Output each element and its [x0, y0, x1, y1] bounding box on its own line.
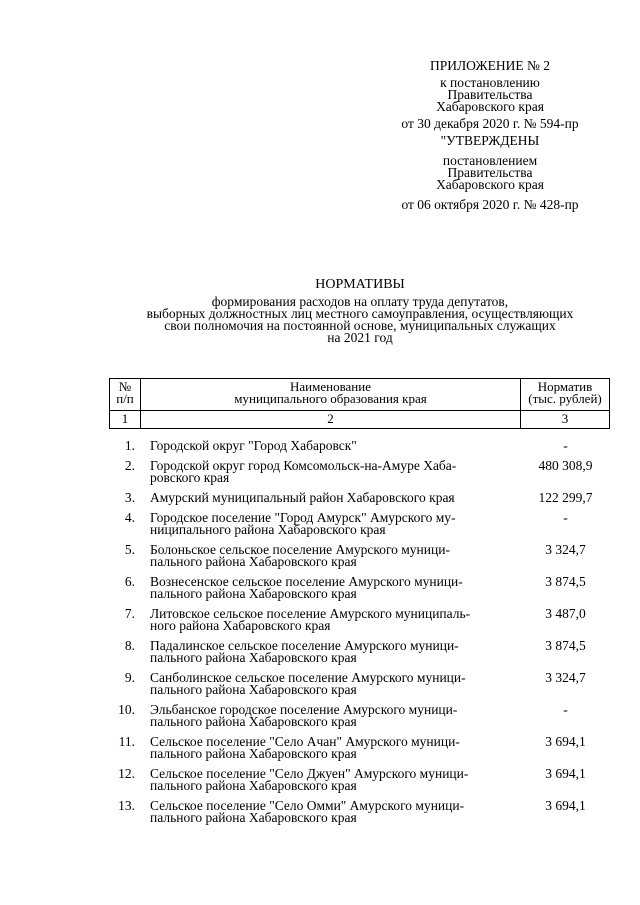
row-name — [150, 608, 520, 632]
row-name-line: Сельское поселение "Село Омми" Амурского муници- — [150, 798, 465, 813]
header-value-cell — [521, 379, 610, 411]
document-subtitle-line: формирования расходов на оплату труда депутатов, — [211, 294, 509, 309]
approved-line: постановлением — [442, 153, 538, 168]
row-name — [150, 544, 520, 568]
header-text: Наименование — [290, 379, 371, 394]
header-text: № — [118, 379, 132, 394]
row-name-line: Литовское сельское поселение Амурского муниципаль- — [150, 606, 471, 621]
row-name-line: пального района Хабаровского края — [150, 810, 357, 825]
row-number: 11. — [118, 734, 135, 749]
row-name-line: ного района Хабаровского края — [150, 618, 331, 633]
row-name — [150, 736, 520, 760]
row-number: 2. — [124, 458, 135, 473]
row-name-line: пального района Хабаровского края — [150, 682, 357, 697]
row-name — [150, 492, 520, 504]
row-name-line: ровского края — [150, 470, 230, 485]
header-text: п/п — [116, 391, 134, 406]
row-number: 9. — [124, 670, 135, 685]
row-name-line: Городской округ "Город Хабаровск" — [150, 438, 357, 453]
appendix-line: Хабаровского края — [436, 99, 544, 114]
row-number: 6. — [124, 574, 135, 589]
row-value: 480 308,9 — [538, 458, 593, 473]
row-number: 7. — [124, 606, 135, 621]
appendix-line: Правительства — [447, 87, 533, 102]
appendix-title: ПРИЛОЖЕНИЕ № 2 — [429, 58, 551, 73]
table-header — [109, 378, 610, 429]
row-value: 3 694,1 — [545, 734, 586, 749]
row-number: 8. — [124, 638, 135, 653]
row-value: - — [563, 510, 568, 525]
row-number: 13. — [118, 798, 135, 813]
appendix-line: к постановлению — [440, 75, 540, 90]
row-number: 12. — [118, 766, 135, 781]
row-value: 3 694,1 — [545, 766, 586, 781]
row-value: 3 874,5 — [545, 574, 586, 589]
row-name-line: Городское поселение "Город Амурск" Амурского му- — [150, 510, 456, 525]
row-name — [150, 460, 520, 484]
row-value: - — [563, 702, 568, 717]
header-text: муниципального образования края — [234, 391, 427, 406]
row-name-line: пального района Хабаровского края — [150, 650, 357, 665]
row-value: 3 694,1 — [545, 798, 586, 813]
row-name-line: пального района Хабаровского края — [150, 778, 357, 793]
row-name — [150, 704, 520, 728]
row-value: 122 299,7 — [538, 490, 593, 505]
row-name-line: пального района Хабаровского края — [150, 554, 357, 569]
row-name-line: Санболинское сельское поселение Амурского муници- — [150, 670, 466, 685]
column-number: 3 — [521, 411, 610, 429]
column-number: 2 — [141, 411, 521, 429]
row-number: 10. — [118, 702, 135, 717]
row-name-line: Болоньское сельское поселение Амурского муници- — [150, 542, 450, 557]
row-name-line: пального района Хабаровского края — [150, 586, 357, 601]
row-name-line: ниципального района Хабаровского края — [150, 522, 386, 537]
row-number: 4. — [124, 510, 135, 525]
document-subtitle-line: выборных должностных лиц местного самоуправления, осуществляющих — [146, 306, 574, 321]
row-name-line: Городской округ город Комсомольск-на-Амуре Хаба- — [150, 458, 457, 473]
document-title-block — [100, 279, 620, 344]
row-name-line: Сельское поселение "Село Джуен" Амурского муници- — [150, 766, 469, 781]
header-name-cell — [141, 379, 521, 411]
header-text: (тыс. рублей) — [528, 391, 602, 406]
row-name-line: пального района Хабаровского края — [150, 714, 357, 729]
row-name — [150, 512, 520, 536]
row-name-line: Эльбанское городское поселение Амурского муници- — [150, 702, 458, 717]
approved-label: "УТВЕРЖДЕНЫ — [440, 133, 540, 148]
row-name-line: Сельское поселение "Село Ачан" Амурского муници- — [150, 734, 460, 749]
row-name-line: Амурский муниципальный район Хабаровского края — [150, 490, 455, 505]
document-subtitle-line: свои полномочия на постоянной основе, муниципальных служащих — [164, 318, 556, 333]
row-name — [150, 440, 520, 452]
row-number: 1. — [124, 438, 135, 453]
approved-line: Хабаровского края — [436, 177, 544, 192]
row-name — [150, 576, 520, 600]
row-number: 5. — [124, 542, 135, 557]
header-number-cell — [110, 379, 141, 411]
row-name — [150, 800, 520, 824]
approved-line: Правительства — [447, 165, 533, 180]
approved-date: от 06 октября 2020 г. № 428-пр — [401, 197, 579, 212]
row-name-line: Вознесенское сельское поселение Амурского муници- — [150, 574, 463, 589]
row-name — [150, 768, 520, 792]
row-value: - — [563, 438, 568, 453]
appendix-header — [380, 60, 600, 211]
document-title: НОРМАТИВЫ — [315, 277, 405, 292]
row-value: 3 324,7 — [545, 670, 586, 685]
row-name — [150, 640, 520, 664]
column-number: 1 — [110, 411, 141, 429]
row-value: 3 324,7 — [545, 542, 586, 557]
row-name — [150, 672, 520, 696]
row-number: 3. — [124, 490, 135, 505]
row-value: 3 487,0 — [545, 606, 586, 621]
header-text: Норматив — [537, 379, 593, 394]
document-subtitle-line: на 2021 год — [327, 330, 393, 345]
row-name-line: Падалинское сельское поселение Амурского муници- — [150, 638, 459, 653]
row-value: 3 874,5 — [545, 638, 586, 653]
appendix-date: от 30 декабря 2020 г. № 594-пр — [401, 116, 579, 131]
row-name-line: пального района Хабаровского края — [150, 746, 357, 761]
